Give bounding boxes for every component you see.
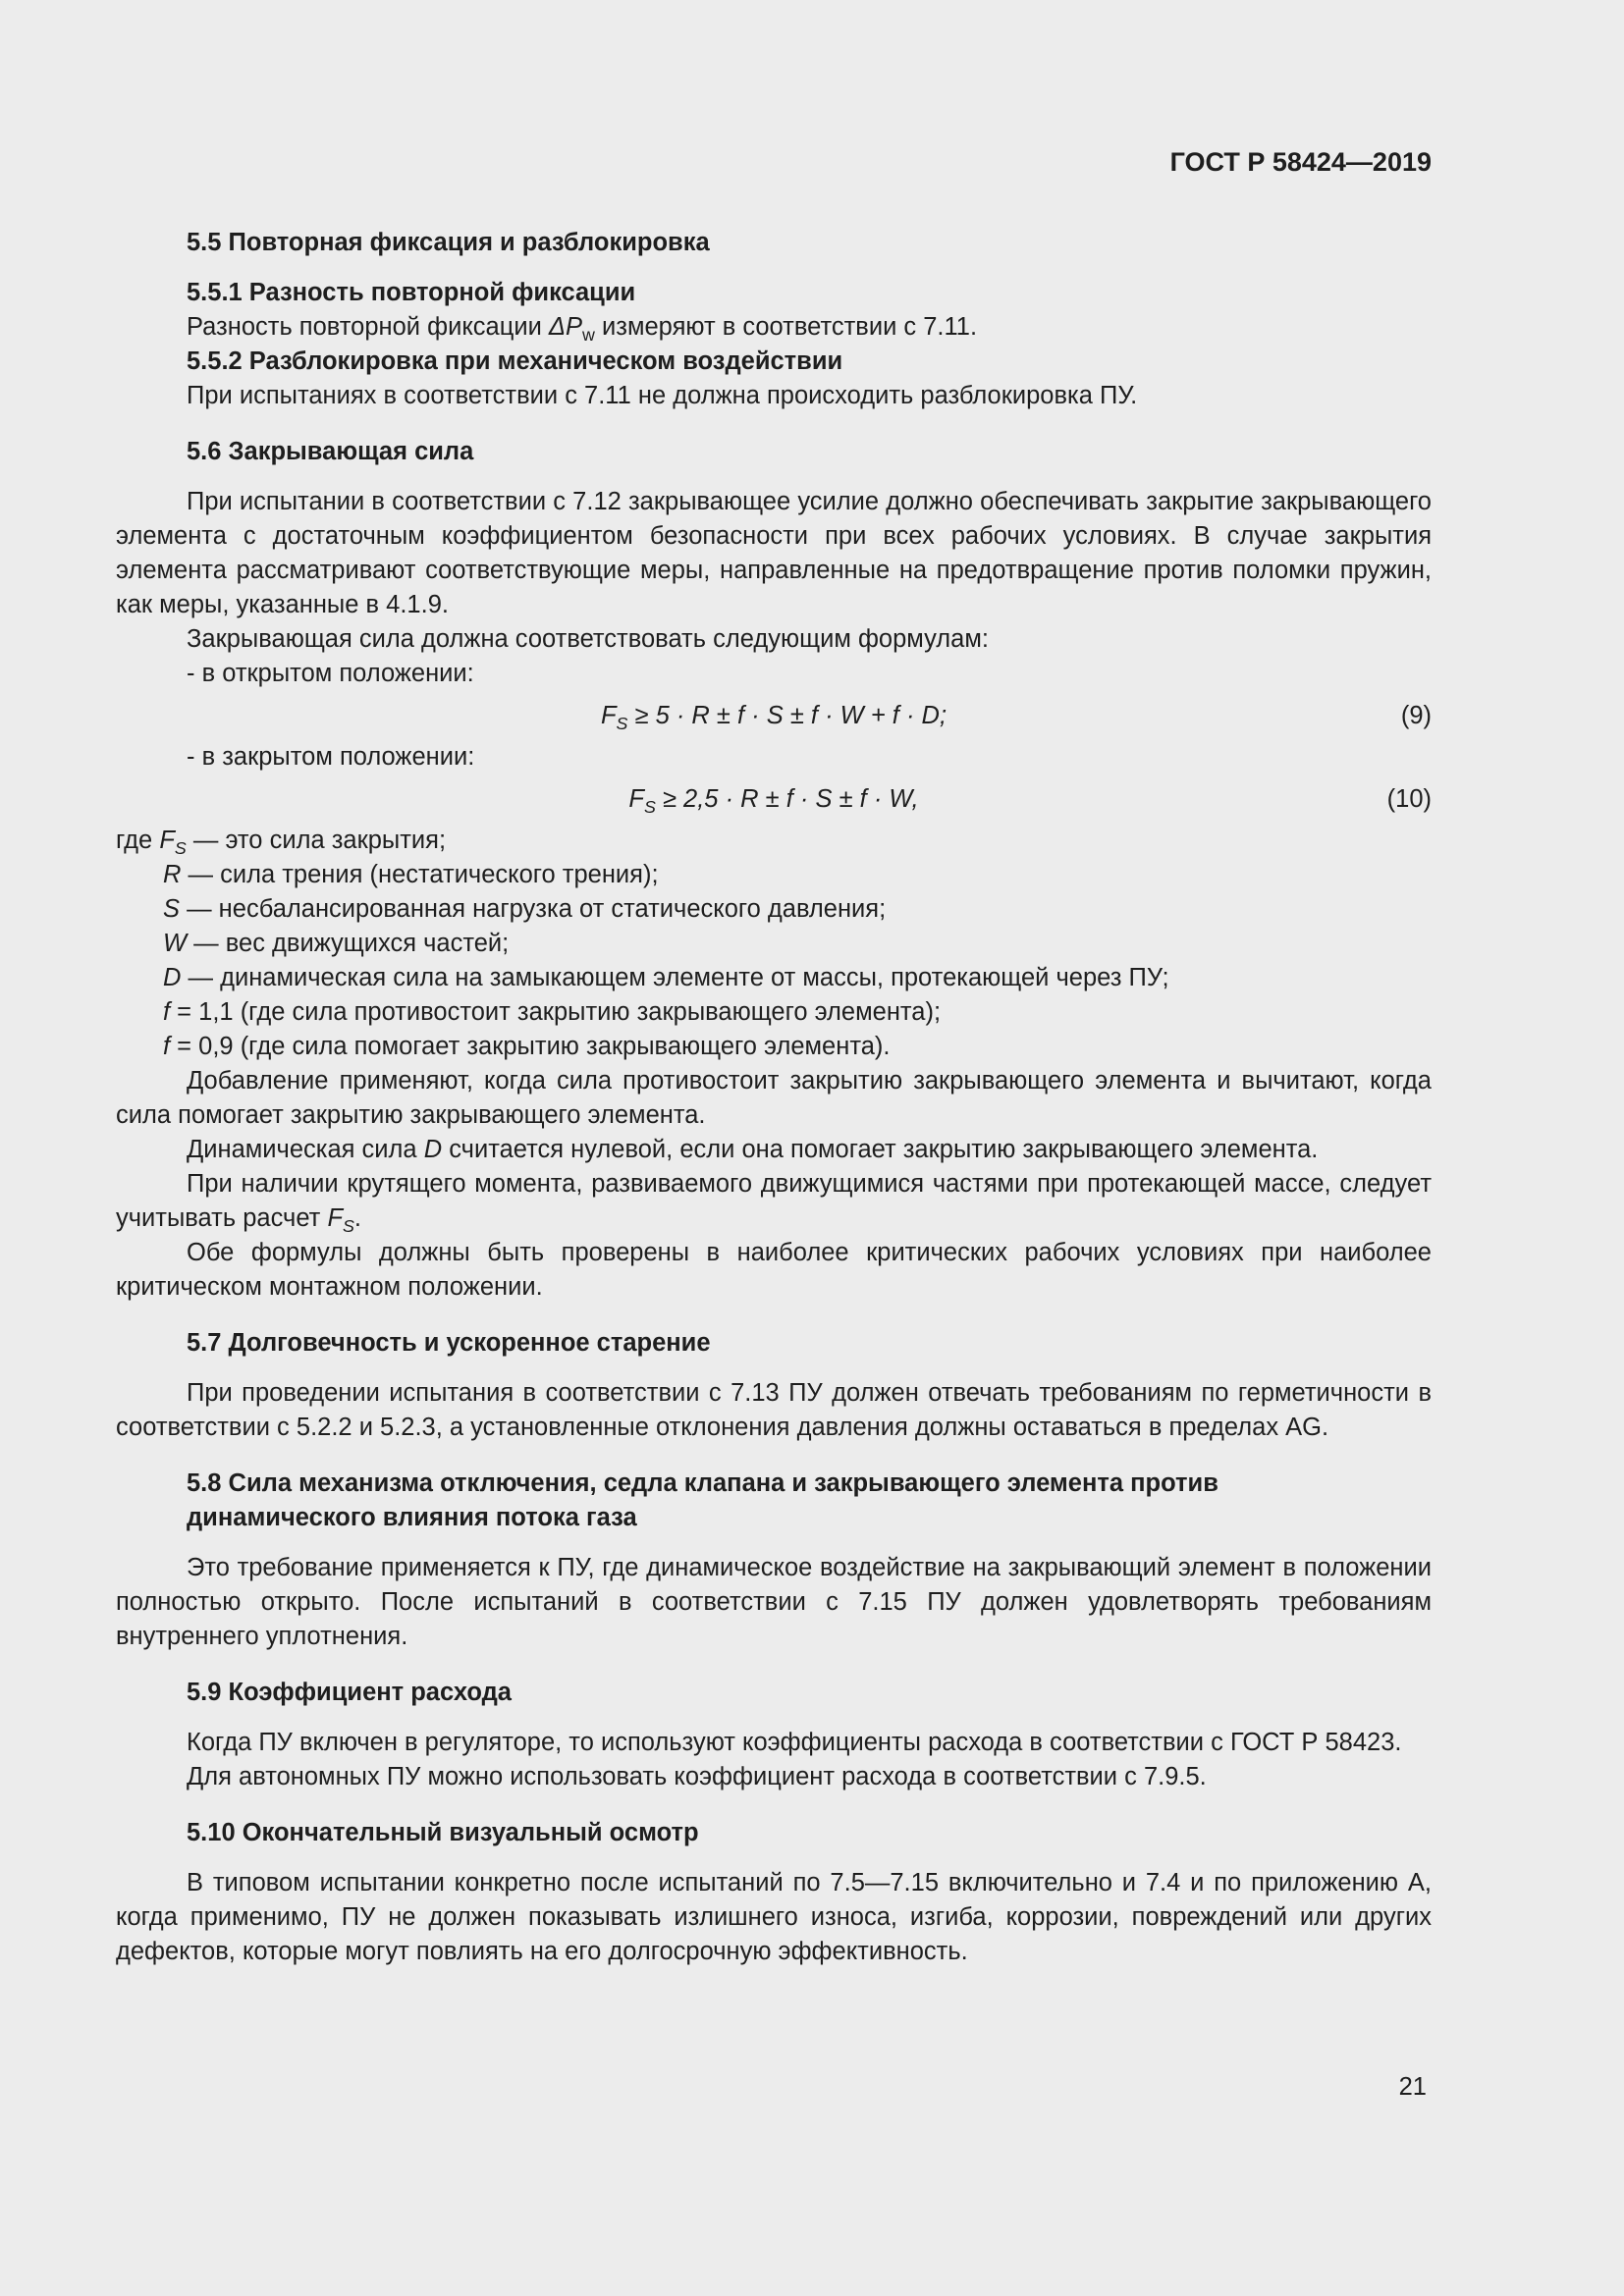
- section-5-6-para-6: Обе формулы должны быть проверены в наиболее критических рабочих условиях при наиболее критическом монтажном положении.: [116, 1239, 1432, 1301]
- section-5-6-para-1: При испытании в соответствии с 7.12 закрывающее усилие должно обеспечивать закрытие закрывающего элемента с достаточным коэффициентом безопасности при всех рабочих условиях. В случае закрытия элемента рассматривают соответствующие меры, направленные на предотвращение против поломки пружин, как меры, указанные в 4.1.9.: [116, 488, 1432, 618]
- section-5-7-para-1: При проведении испытания в соответствии с 7.13 ПУ должен отвечать требованиям по герметичности в соответствии с 5.2.2 и 5.2.3, а установленные отклонения давления должны оставаться в пределах AG.: [116, 1379, 1432, 1441]
- document-body: [116, 226, 1432, 1969]
- section-5-9-para-2: Для автономных ПУ можно использовать коэффициент расхода в соответствии с 7.9.5.: [187, 1763, 1207, 1790]
- section-5-6-para-2: Закрывающая сила должна соответствовать следующим формулам:: [187, 625, 989, 653]
- section-5-9-title: 5.9 Коэффициент расхода: [187, 1679, 512, 1706]
- formula-9: $F_S \ge 5 \cdot R \pm f \cdot S \pm f \cdot W + f \cdot D$; (9): [116, 691, 1432, 740]
- variable-definition: S — несбалансированная нагрузка от статического давления;: [163, 895, 887, 923]
- document-page: [116, 0, 1432, 2296]
- formula-10-number: (10): [1386, 785, 1432, 813]
- section-5-8-title-line-1: 5.8 Сила механизма отключения, седла клапана и закрывающего элемента против: [187, 1469, 1218, 1497]
- section-5-5-title: 5.5 Повторная фиксация и разблокировка: [187, 229, 710, 256]
- variable-definition: R — сила трения (нестатического трения);: [163, 861, 659, 888]
- where-clause: где $F_S$ — это сила закрытия;: [116, 827, 447, 858]
- section-5-8-para-1: Это требование применяется к ПУ, где динамическое воздействие на закрывающий элемент в положении полностью открыто. После испытаний в соответствии с 7.15 ПУ должен удовлетворять требованиям внутреннего уплотнения.: [116, 1554, 1432, 1650]
- section-5-5-1-text: Разность повторной фиксации $\Delta P_w$ измеряют в соответствии с 7.11.: [187, 313, 978, 345]
- page-number: 21: [1398, 2073, 1427, 2101]
- section-5-8-title-line-2: динамического влияния потока газа: [187, 1504, 637, 1531]
- formula-10: $F_S \ge 2,5 \cdot R \pm f \cdot S \pm f \cdot W$, (10): [116, 774, 1432, 824]
- variable-definition: f = 0,9 (где сила помогает закрытию закрывающего элемента).: [163, 1033, 891, 1060]
- section-5-6-para-3: Добавление применяют, когда сила противостоит закрытию закрывающего элемента и вычитают, когда сила помогает закрытию закрывающего элемента.: [116, 1067, 1432, 1129]
- section-5-5-2-title: 5.5.2 Разблокировка при механическом воздействии: [187, 347, 843, 375]
- section-5-10-para-1: В типовом испытании конкретно после испытаний по 7.5—7.15 включительно и 7.4 и по приложению А, когда применимо, ПУ не должен показывать излишнего износа, изгиба, коррозии, повреждений или других дефектов, которые могут повлиять на его долгосрочную эффективность.: [116, 1869, 1432, 1965]
- section-5-6-para-5: При наличии крутящего момента, развиваемого движущимися частями при протекающей массе, следует учитывать расчет $F_S$.: [116, 1170, 1432, 1236]
- section-5-5-1-title: 5.5.1 Разность повторной фиксации: [187, 279, 636, 306]
- variable-definition: D — динамическая сила на замыкающем элементе от массы, протекающей через ПУ;: [163, 964, 1169, 991]
- section-5-6-para-4: Динамическая сила D считается нулевой, если она помогает закрытию закрывающего элемента.: [187, 1136, 1319, 1163]
- section-5-6-title: 5.6 Закрывающая сила: [187, 438, 474, 465]
- document-code: ГОСТ Р 58424—2019: [1169, 147, 1432, 177]
- formula-9-number: (9): [1400, 702, 1432, 729]
- section-5-5-2-text: При испытаниях в соответствии с 7.11 не должна происходить разблокировка ПУ.: [187, 382, 1138, 409]
- variable-definition: W — вес движущихся частей;: [163, 930, 510, 957]
- closed-position-label: - в закрытом положении:: [187, 743, 475, 771]
- section-5-7-title: 5.7 Долговечность и ускоренное старение: [187, 1329, 711, 1357]
- section-5-10-title: 5.10 Окончательный визуальный осмотр: [187, 1819, 699, 1846]
- open-position-label: - в открытом положении:: [187, 660, 474, 687]
- section-5-9-para-1: Когда ПУ включен в регуляторе, то используют коэффициенты расхода в соответствии с ГОСТ Р 58423.: [187, 1729, 1402, 1756]
- variable-definition: f = 1,1 (где сила противостоит закрытию закрывающего элемента);: [163, 998, 942, 1026]
